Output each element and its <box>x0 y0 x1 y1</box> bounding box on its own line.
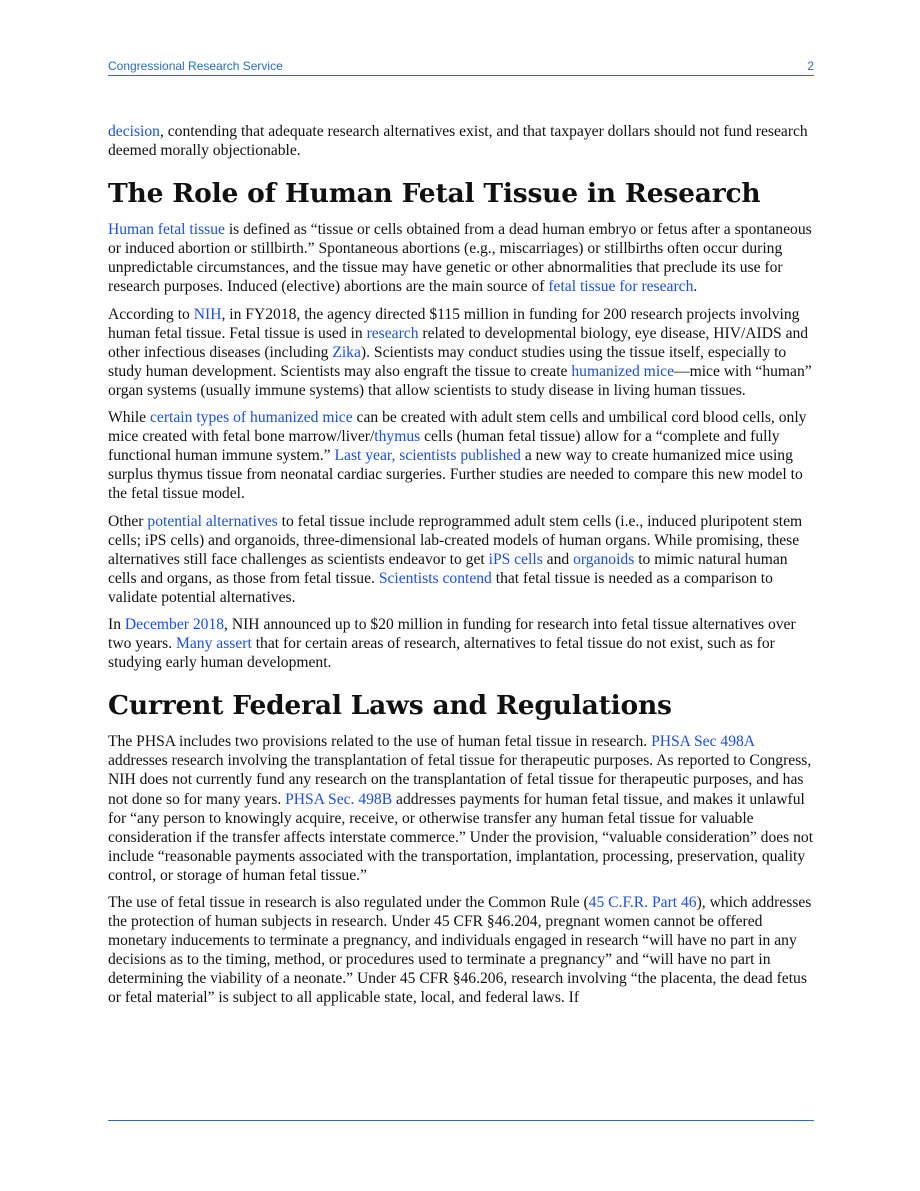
text: addresses payments for human fetal tissue, and makes it unlawful for “any person to knowingly acquire, receive, or otherwise transfer any human fetal tissue for valuable consideration if the transfer affects interstate commerce.” Under the provision, “valuable consideration” does not include “reasonable payments associated with the transportation, implantation, processing, preservation, quality control, or storage of human fetal tissue.” <box>108 790 814 884</box>
paragraph <box>108 893 814 1008</box>
link[interactable]: Zika <box>332 343 361 361</box>
text: that for certain areas of research, alternatives to fetal tissue do not exist, such as for studying early human development. <box>108 635 775 672</box>
link[interactable]: Last year, scientists published <box>334 447 521 465</box>
link[interactable]: humanized mice <box>571 362 674 380</box>
paragraph <box>108 220 814 296</box>
link[interactable]: thymus <box>374 428 421 446</box>
section-heading: The Role of Human Fetal Tissue in Research <box>108 178 761 210</box>
link[interactable]: Scientists contend <box>378 569 492 587</box>
text: and <box>542 550 574 568</box>
link[interactable]: PHSA Sec. 498B <box>285 790 393 808</box>
paragraph <box>108 305 814 400</box>
text: related to developmental biology, eye disease, HIV/AIDS and other infectious diseases (including <box>108 324 809 361</box>
text: —mice with “human” organ systems (usually immune systems) that allow scientists to study disease in living human tissues. <box>108 362 812 399</box>
link[interactable]: Many assert <box>176 635 252 653</box>
link[interactable]: iPS cells <box>488 550 543 568</box>
text: While <box>108 409 150 427</box>
text: that fetal tissue is needed as a comparison to validate potential alternatives. <box>108 569 773 606</box>
text: to fetal tissue include reprogrammed adult stem cells (i.e., induced pluripotent stem cells; iPS cells) and organoids, three-dimensional lab-created models of human organs. While promising, these alternatives still face challenges as scientists endeavor to get <box>108 512 803 568</box>
text: In <box>108 615 125 633</box>
text: a new way to create humanized mice using surplus thymus tissue from neonatal cardiac surgeries. Further studies are needed to compare this new model to the fetal tissue model. <box>108 447 803 503</box>
link[interactable]: PHSA Sec 498A <box>651 733 755 751</box>
link[interactable]: 45 C.F.R. Part 46 <box>588 894 697 911</box>
section-heading: Current Federal Laws and Regulations <box>108 690 672 722</box>
text: , NIH announced up to $20 million in funding for research into fetal tissue alternatives over two years. <box>108 615 796 653</box>
text: to mimic natural human cells and organs, as those from fetal tissue. <box>108 550 788 587</box>
link[interactable]: fetal tissue for research <box>548 278 694 296</box>
text: is defined as “tissue or cells obtained from a dead human embryo or fetus after a spontaneous or induced abortion or stillbirth.” Spontaneous abortions (e.g., miscarriages) or stillbirths often occur during unpredictable circumstances, and the tissue may have genetic or other abnormalities that preclude its use for research purposes. Induced (elective) abortions are the main source of <box>108 221 812 296</box>
text: , in FY2018, the agency directed $115 million in funding for 200 research projects involving human fetal tissue. Fetal tissue is used in <box>108 305 800 342</box>
link[interactable]: research <box>366 324 419 342</box>
text: ), which addresses the protection of human subjects in research. Under 45 CFR §46.204, pregnant women cannot be offered monetary inducements to terminate a pregnancy, and individuals engaged in research “will have no part in any decisions as to the timing, method, or procedures used to terminate a pregnancy” and “will have no part in determining the viability of a neonate.” Under 45 CFR §46.206, research involving “the placenta, the dead fetus or fetal material” is subject to all applicable state, local, and federal laws. If <box>108 894 812 1007</box>
link[interactable]: certain types of humanized mice <box>150 409 353 427</box>
link[interactable]: decision <box>108 123 160 140</box>
text: addresses research involving the transplantation of fetal tissue for therapeutic purposes. As reported to Congress, NIH does not currently fund any research on the transplantation of fetal tissue for therapeutic purposes, and has not done so for many years. <box>108 752 812 808</box>
paragraph <box>108 408 814 503</box>
header-org: Congressional Research Service <box>108 59 283 73</box>
text: Other <box>108 512 148 530</box>
page-header <box>108 59 814 76</box>
text: , contending that adequate research alternatives exist, and that taxpayer dollars should not fund research deemed morally objectionable. <box>108 123 808 160</box>
text: can be created with adult stem cells and umbilical cord blood cells, only mice created with fetal bone marrow/liver/ <box>108 409 807 446</box>
link[interactable]: organoids <box>573 550 635 568</box>
link[interactable]: potential alternatives <box>147 512 278 530</box>
text: The use of fetal tissue in research is also regulated under the Common Rule ( <box>108 894 589 911</box>
page-number: 2 <box>807 59 814 73</box>
text: cells (human fetal tissue) allow for a “complete and fully functional human immune system.” <box>108 428 780 465</box>
paragraph <box>108 732 814 885</box>
link[interactable]: NIH <box>193 305 222 323</box>
text: According to <box>108 305 194 323</box>
body-content <box>108 122 814 1016</box>
link[interactable]: December 2018 <box>124 615 225 633</box>
paragraph <box>108 615 814 672</box>
text: The PHSA includes two provisions related to the use of human fetal tissue in research. <box>108 733 652 751</box>
paragraph <box>108 512 814 607</box>
paragraph <box>108 122 814 160</box>
link[interactable]: Human fetal tissue <box>108 221 225 239</box>
text: . <box>693 278 698 296</box>
footer-rule <box>108 1120 814 1121</box>
text: ). Scientists may conduct studies using the tissue itself, especially to study human development. Scientists may also engraft the tissue to create <box>108 343 787 380</box>
